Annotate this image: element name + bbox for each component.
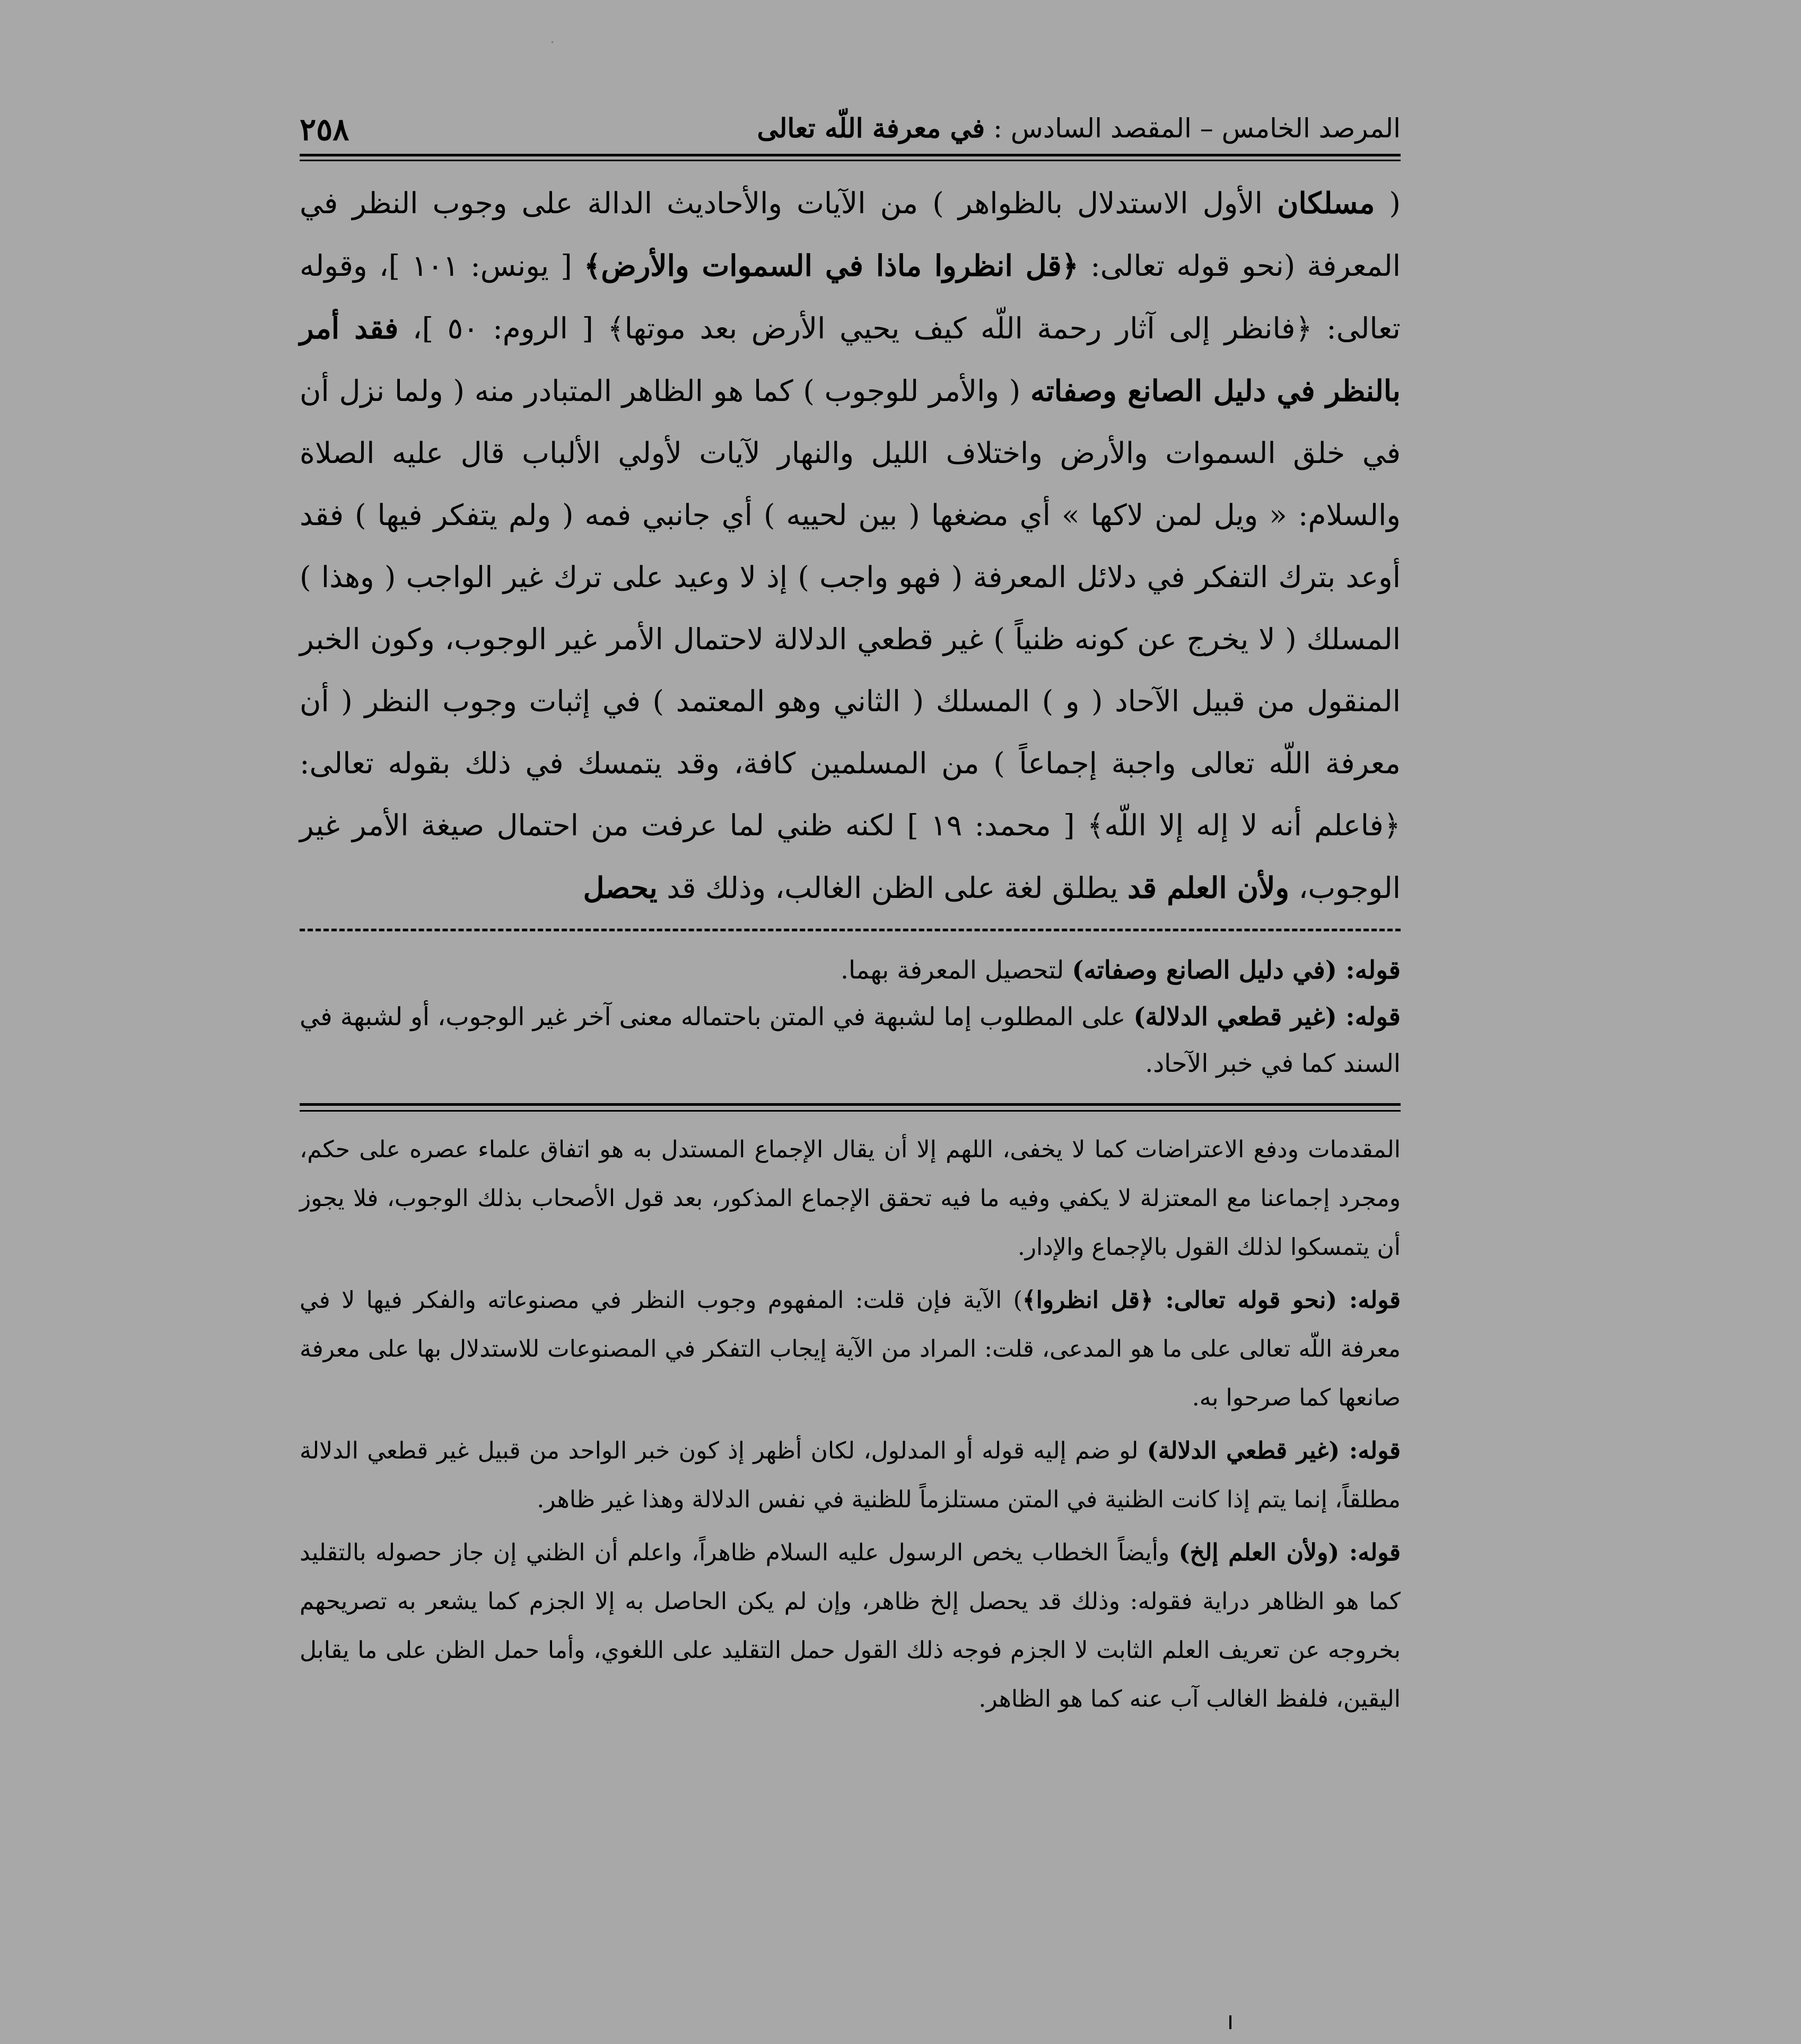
text-run: لتحصيل المعرفة بهما. xyxy=(841,956,1072,985)
notes1-paragraph xyxy=(300,947,1401,994)
bold-text-run: قوله: (في دليل الصانع وصفاته) xyxy=(1072,956,1401,985)
bold-text-run: يحصل xyxy=(583,870,658,905)
book-page xyxy=(300,106,1401,1724)
notes2-paragraph xyxy=(300,1125,1401,1272)
running-title xyxy=(757,112,1401,144)
scan-speck xyxy=(552,41,553,43)
running-title-topic: في معرفة اللّه تعالى xyxy=(757,112,985,144)
text-run: المقدمات ودفع الاعتراضات كما لا يخفى، اللهم إلا أن يقال الإجماع المستدل به هو اتفاق علماء عصره على حكم، ومجرد إجماعنا مع المعتزلة لا يكفي وفيه ما فيه تحقق الإجماع المذكور، بعد قول الأصحاب بذلك الوجوب، فلا يجوز أن يتمسكوا لذلك القول بالإجماع والإدار. xyxy=(300,1136,1401,1261)
gloss-notes xyxy=(300,1125,1401,1724)
header-rule xyxy=(300,154,1401,161)
bold-text-run: قوله: (نحو قوله تعالى: ﴿قل انظروا﴾ xyxy=(1022,1287,1401,1314)
main-text-paragraph xyxy=(300,172,1401,919)
gloss-separator-rule xyxy=(300,1103,1401,1112)
bold-text-run: قوله: (غير قطعي الدلالة) xyxy=(1133,1002,1401,1032)
bold-text-run: فقد أمر بالنظر في دليل الصانع وصفاته xyxy=(300,311,1401,408)
bold-text-run: قوله: (ولأن العلم إلخ) xyxy=(1178,1539,1401,1566)
bold-text-run: ولأن العلم قد xyxy=(1127,870,1290,905)
footnote-separator xyxy=(300,929,1401,931)
text-run: ( والأمر للوجوب ) كما هو الظاهر المتبادر منه ( ولما نزل أن في خلق السموات والأرض واختلاف الليل والنهار لآيات لأولي الألباب قال عليه الصلاة والسلام: « ويل لمن لاكها » أي مضغها ( بين لحييه ) أي جانبي فمه ( ولم يتفكر فيها ) فقد أوعد بترك التفكر في دلائل المعرفة ( فهو واجب ) إذ لا وعيد على ترك غير الواجب ( وهذا ) المسلك ( لا يخرج عن كونه ظنياً ) غير قطعي الدلالة لاحتمال الأمر غير الوجوب، وكون الخبر المنقول من قبيل الآحاد ( و ) المسلك ( الثاني وهو المعتمد ) في إثبات وجوب النظر ( أن معرفة اللّه تعالى واجبة إجماعاً ) من المسلمين كافة، وقد يتمسك في ذلك بقوله تعالى: ﴿فاعلم أنه لا إله إلا اللّه﴾ [ محمد: ١٩ ] لكنه ظني لما عرفت من احتمال صيغة الأمر غير الوجوب، xyxy=(300,374,1401,905)
notes2-paragraph xyxy=(300,1427,1401,1524)
notes2-paragraph xyxy=(300,1528,1401,1724)
notes2-paragraph xyxy=(300,1276,1401,1422)
bold-text-run: قوله: (غير قطعي الدلالة) xyxy=(1147,1437,1401,1464)
bold-text-run: ﴿قل انظروا ماذا في السموات والأرض﴾ xyxy=(584,248,1079,283)
text-run: الأول الاستدلال بالظواهر ) من الآيات والأحاديث الدالة على وجوب النظر في المعرفة (نحو قوله تعالى: xyxy=(300,186,1401,283)
notes1-paragraph xyxy=(300,994,1401,1087)
text-run: يطلق لغة على الظن الغالب، وذلك قد xyxy=(657,871,1127,905)
text-run: على المطلوب إما لشبهة في المتن باحتماله معنى آخر غير الوجوب، أو لشبهة في السند كما في خبر الآحاد. xyxy=(300,1002,1401,1078)
main-text xyxy=(300,172,1401,919)
scan-mark xyxy=(1229,2015,1231,2029)
commentary-notes xyxy=(300,947,1401,1087)
text-run: ( xyxy=(1375,186,1401,220)
text-run: ) الآية فإن قلت: المفهوم وجوب النظر في مصنوعاته والفكر فيها لا في معرفة اللّه تعالى على ما هو المدعى، قلت: المراد من الآية إيجاب التفكر في المصنوعات للاستدلال بها على معرفة صانعها كما صرحوا به. xyxy=(300,1287,1401,1411)
bold-text-run: مسلكان xyxy=(1277,186,1375,220)
text-run: وأيضاً الخطاب يخص الرسول عليه السلام ظاهراً، واعلم أن الظني إن جاز حصوله بالتقليد كما هو الظاهر دراية فقوله: وذلك قد يحصل إلخ ظاهر، وإن لم يكن الحاصل به إلا الجزم كما يشعر به تصريحهم بخروجه عن تعريف العلم الثابت لا الجزم فوجه ذلك القول حمل التقليد على اللغوي، وأما حمل الظن على ما يقابل اليقين، فلفظ الغالب آب عنه كما هو الظاهر. xyxy=(300,1539,1401,1713)
page-header xyxy=(300,106,1401,154)
page-number: ٢٥٨ xyxy=(300,111,349,147)
text-run: لو ضم إليه قوله أو المدلول، لكان أظهر إذ كون خبر الواحد من قبيل غير قطعي الدلالة مطلقاً، إنما يتم إذا كانت الظنية في المتن مستلزماً للظنية في نفس الدلالة وهذا غير ظاهر. xyxy=(300,1437,1401,1513)
text-run: [ يونس: ١٠١ ]، وقوله تعالى: ﴿فانظر إلى آثار رحمة اللّه كيف يحيي الأرض بعد موتها﴾ [ الروم: ٥٠ ]، xyxy=(300,249,1401,345)
running-title-section: المرصد الخامس – المقصد السادس : xyxy=(985,113,1401,144)
